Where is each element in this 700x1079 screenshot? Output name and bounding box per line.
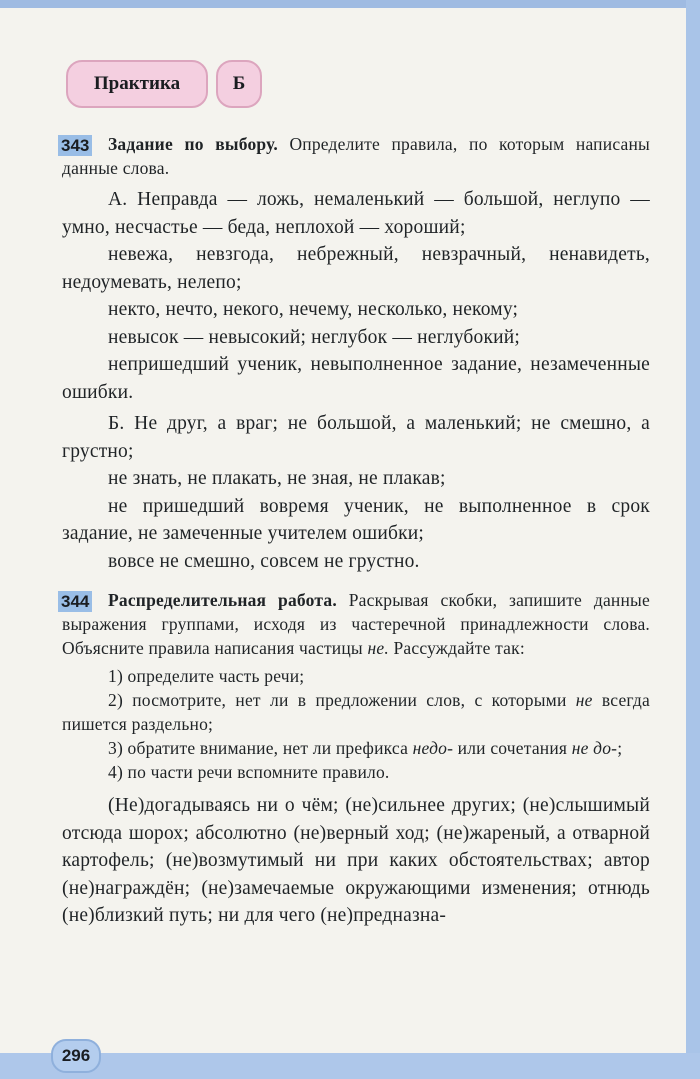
top-color-band <box>0 0 700 8</box>
task-344-step-4: 4) по части речи вспомните правило. <box>108 762 390 782</box>
step-3-ne-do: не до- <box>571 738 618 758</box>
page-number: 296 <box>51 1039 101 1073</box>
task-number-343: 343 <box>58 135 92 156</box>
task-343-line-a: А. Неправда — ложь, немаленький — большой, неглупо — умно, несчастье — беда, неплохой — хороший; <box>62 189 650 238</box>
page-content <box>62 132 650 930</box>
step-3-nedo: недо- <box>412 738 454 758</box>
task-343-line-3: некто, нечто, некого, нечему, несколько, некому; <box>108 299 519 320</box>
step-2-text-end: всегда пишется раздельно; <box>62 690 650 734</box>
task-344-step-3 <box>62 736 650 760</box>
step-3-text-end: ; <box>617 738 623 758</box>
task-344-title: Распределительная работа. <box>108 590 337 610</box>
practice-badge: Практика <box>66 60 208 108</box>
task-343-line-5: непришедший ученик, невыполненное задание, незамеченные ошибки. <box>62 354 650 403</box>
task-344-intro: Раскрывая скобки, запишите данные выражения группами, исходя из частеречной принадлежности слова. Объясните правила написания частицы <box>62 590 650 658</box>
bottom-color-band <box>0 1053 700 1079</box>
task-343-line-7: не знать, не плакать, не зная, не плакав; <box>108 468 446 489</box>
task-344-heading <box>62 588 650 660</box>
task-343-line-4: невысок — невысокий; неглубок — неглубокий; <box>108 326 521 348</box>
section-badges <box>66 60 262 108</box>
task-343-heading <box>62 132 650 180</box>
task-344-intro-end: Рассуждайте так: <box>388 638 525 658</box>
task-344-intro-ne: не. <box>367 638 389 658</box>
task-343-title: Задание по выбору. <box>108 134 278 154</box>
task-343-line-b: Б. Не друг, а враг; не большой, а маленький; не смешно, а грустно; <box>62 413 650 462</box>
step-3-text-mid: или сочетания <box>453 738 572 758</box>
task-344-exercise: (Не)догадываясь ни о чём; (не)сильнее других; (не)слышимый отсюда шорох; абсолютно (не)верный ход; (не)жареный, а отварной картофель; (не)возмутимый ни при каких обстоятельствах; автор (не)награждён; (не)замечаемые окружающими изменения; отнюдь (не)близкий путь; ни для чего (не)предназна- <box>62 795 650 926</box>
task-343-line-9: вовсе не смешно, совсем не грустно. <box>108 550 420 572</box>
level-badge: Б <box>216 60 262 108</box>
task-343 <box>62 132 650 575</box>
task-number-344: 344 <box>58 591 92 612</box>
step-3-text: 3) обратите внимание, нет ли префикса <box>108 738 413 758</box>
side-color-band <box>686 0 700 1079</box>
task-343-intro: Определите правила, по которым написаны данные слова. <box>62 134 650 178</box>
task-343-line-8: не пришедший вовремя ученик, не выполненное в срок задание, не замеченные учителем ошибки; <box>62 495 650 544</box>
task-343-line-2: невежа, невзгода, небрежный, невзрачный, ненавидеть, недоумевать, нелепо; <box>62 244 650 293</box>
step-2-text: 2) посмотрите, нет ли в предложении слов, с которыми <box>108 690 576 710</box>
task-344-step-1: 1) определите часть речи; <box>108 666 305 686</box>
task-344 <box>62 588 650 930</box>
step-2-ne: не <box>575 690 593 710</box>
task-344-step-2 <box>62 688 650 736</box>
